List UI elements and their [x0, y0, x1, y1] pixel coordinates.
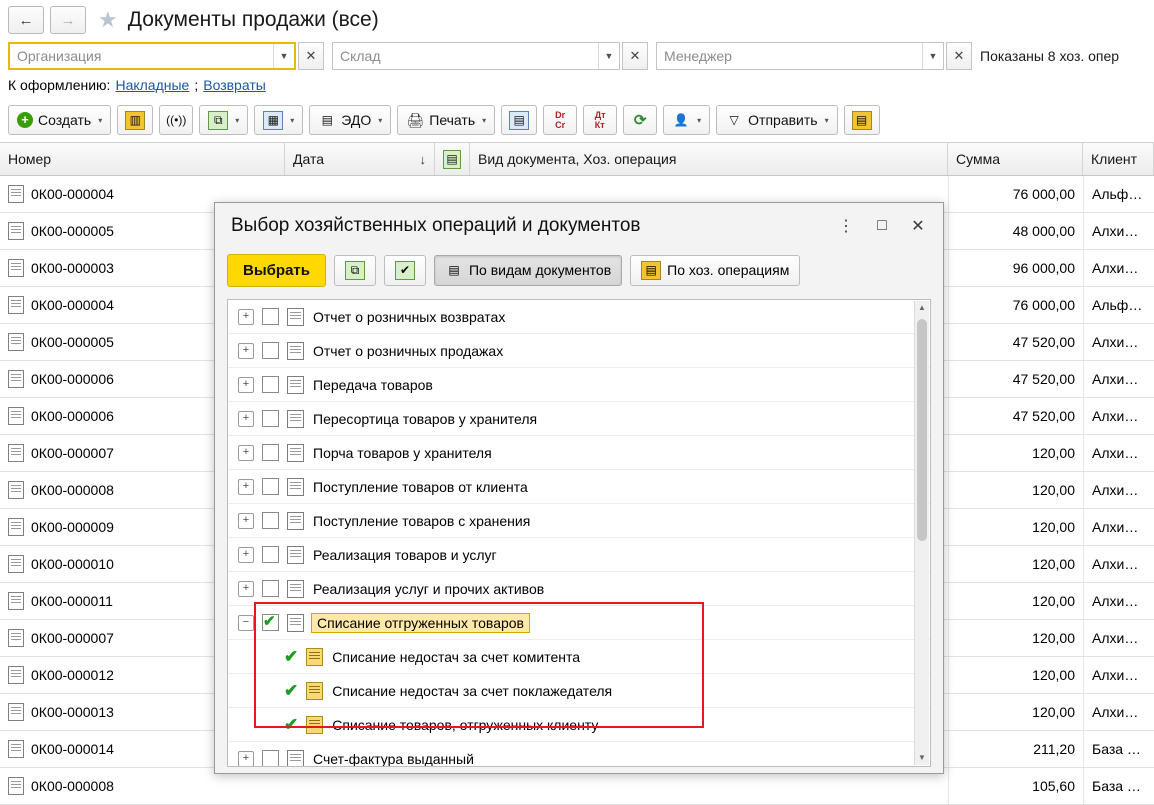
favorite-star-icon[interactable]: ★: [98, 7, 118, 32]
tab-by-document-types[interactable]: [434, 255, 622, 286]
cell-number-text: 0К00-000003: [31, 260, 114, 276]
cell-client: Алхи…: [1083, 361, 1154, 397]
title-bar: [0, 0, 1154, 40]
cell-number-text: 0К00-000013: [31, 704, 114, 720]
cell-client: Алхи…: [1083, 472, 1154, 508]
document-type-icon: [287, 376, 304, 394]
note-button[interactable]: [844, 105, 880, 135]
documents-table-header: [0, 143, 1154, 176]
check-all-icon: ✔: [395, 261, 415, 280]
list-scrollbar[interactable]: [914, 301, 929, 765]
item-checkbox[interactable]: [262, 614, 279, 631]
document-icon: [8, 555, 24, 573]
list-item-label: Списание отгруженных товаров: [311, 613, 530, 633]
list-item[interactable]: [228, 470, 930, 504]
list-item-label: Списание товаров, отгруженных клиенту: [332, 716, 599, 733]
edo-icon: ▤: [321, 113, 333, 127]
dtkt-icon: Дт Кт: [594, 110, 606, 130]
to-process-label: К оформлению:: [8, 77, 111, 93]
cell-sum: 76 000,00: [948, 287, 1083, 323]
cell-number-text: 0К00-000007: [31, 445, 114, 461]
list-item-label: Порча товаров у хранителя: [313, 444, 492, 461]
list-item-label: Списание недостач за счет комитента: [332, 648, 581, 665]
manager-clear-button[interactable]: ✕: [946, 42, 972, 70]
filter-bar: [0, 40, 1154, 72]
document-icon: [8, 333, 24, 351]
user-button[interactable]: [663, 105, 710, 135]
document-icon: [8, 592, 24, 610]
chevron-down-icon[interactable]: ▾: [235, 115, 240, 125]
expander-icon[interactable]: +: [238, 411, 254, 427]
cell-sum: 96 000,00: [948, 250, 1083, 286]
collapse-all-button[interactable]: [334, 255, 376, 286]
report-button[interactable]: [254, 105, 303, 135]
list-item[interactable]: [228, 674, 930, 708]
send-button[interactable]: [716, 105, 837, 135]
drcr-button[interactable]: [543, 105, 577, 135]
document-icon: [8, 629, 24, 647]
cell-number-text: 0К00-000014: [31, 741, 114, 757]
warehouse-dropdown-icon[interactable]: ▼: [598, 43, 619, 69]
expander-icon[interactable]: +: [238, 751, 254, 767]
register-icon: ▤: [509, 111, 529, 130]
dialog-title: Выбор хозяйственных операций и документов: [231, 215, 641, 236]
item-check-icon[interactable]: ✔: [284, 646, 299, 666]
cell-sum: 47 520,00: [948, 361, 1083, 397]
cell-client: Алхи…: [1083, 657, 1154, 693]
create-label: Создать: [38, 112, 92, 128]
document-icon: [8, 518, 24, 536]
document-type-icon: [287, 478, 304, 496]
item-checkbox[interactable]: [262, 376, 279, 393]
chevron-down-icon[interactable]: ▾: [824, 115, 829, 125]
column-header-sum[interactable]: Сумма: [948, 143, 1083, 175]
register-button[interactable]: [501, 105, 537, 135]
document-icon: [8, 777, 24, 795]
cell-number-text: 0К00-000005: [31, 223, 114, 239]
list-item-label: Списание недостач за счет поклажедателя: [332, 682, 613, 699]
check-all-button[interactable]: [384, 255, 426, 286]
item-checkbox[interactable]: [262, 750, 279, 767]
item-checkbox[interactable]: [262, 410, 279, 427]
list-item[interactable]: [228, 436, 930, 470]
link-nakladnye[interactable]: Накладные: [115, 77, 190, 93]
organization-value: Организация: [17, 48, 102, 64]
cell-client: Альф…: [1083, 287, 1154, 323]
list-item-label: Счет-фактура выданный: [313, 750, 474, 767]
cell-number-text: 0К00-000008: [31, 482, 114, 498]
more-menu-icon[interactable]: ⋮: [838, 218, 854, 235]
list-item-label: Реализация товаров и услуг: [313, 546, 497, 563]
note-icon: ▤: [852, 111, 872, 130]
column-header-date[interactable]: [285, 143, 435, 175]
operations-list[interactable]: [227, 299, 931, 767]
cell-client: Алхи…: [1083, 250, 1154, 286]
item-checkbox[interactable]: [262, 308, 279, 325]
plus-icon: +: [17, 112, 33, 128]
user-icon: 👤: [673, 113, 689, 127]
list-item-label: Отчет о розничных продажах: [313, 342, 504, 359]
refresh-button[interactable]: [623, 105, 657, 135]
cell-sum: 120,00: [948, 620, 1083, 656]
expander-icon[interactable]: +: [238, 547, 254, 563]
close-icon[interactable]: ✕: [911, 218, 925, 235]
operation-icon: [306, 648, 323, 666]
document-icon: [8, 481, 24, 499]
expander-icon[interactable]: +: [238, 343, 254, 359]
cell-sum: 120,00: [948, 694, 1083, 730]
barcode-button[interactable]: [117, 105, 153, 135]
cell-number-text: 0К00-000010: [31, 556, 114, 572]
cell-number-text: 0К00-000004: [31, 186, 114, 202]
forward-icon: →: [60, 11, 76, 29]
document-icon: [8, 370, 24, 388]
cell-client: Алхи…: [1083, 435, 1154, 471]
list-item[interactable]: [228, 402, 930, 436]
document-type-icon: [287, 580, 304, 598]
document-types-icon: ▤: [448, 263, 460, 277]
document-type-icon: [287, 750, 304, 768]
organization-field[interactable]: [8, 42, 296, 70]
copy-icon: ⧉: [208, 111, 228, 130]
scroll-down-icon[interactable]: ▼: [918, 753, 926, 762]
column-header-doc-type[interactable]: Вид документа, Хоз. операция: [470, 143, 948, 175]
page-title: Документы продажи (все): [127, 8, 379, 31]
item-checkbox[interactable]: [262, 444, 279, 461]
back-button[interactable]: [8, 6, 44, 34]
item-check-icon[interactable]: ✔: [284, 714, 299, 734]
document-icon: [8, 407, 24, 425]
cell-sum: 120,00: [948, 472, 1083, 508]
document-icon: [8, 703, 24, 721]
expander-icon[interactable]: +: [238, 581, 254, 597]
warehouse-field[interactable]: [332, 42, 620, 70]
printer-icon: 🖨: [406, 111, 425, 128]
warehouse-value: Склад: [340, 48, 381, 64]
manager-field[interactable]: [656, 42, 944, 70]
main-toolbar: [0, 98, 1154, 143]
tab-by-operations[interactable]: [630, 255, 800, 286]
document-type-icon: [287, 614, 304, 632]
edo-label: ЭДО: [341, 112, 372, 128]
cell-number-text: 0К00-000011: [31, 593, 113, 609]
chevron-down-icon[interactable]: ▾: [290, 115, 295, 125]
expander-icon[interactable]: +: [238, 513, 254, 529]
tab-by-document-types-label: По видам документов: [468, 262, 612, 278]
cell-client: Алхи…: [1083, 213, 1154, 249]
send-label: Отправить: [748, 112, 818, 128]
chevron-down-icon[interactable]: ▾: [98, 115, 103, 125]
list-item[interactable]: [228, 368, 930, 402]
document-type-icon: [287, 342, 304, 360]
expander-icon[interactable]: +: [238, 309, 254, 325]
operation-icon: [306, 682, 323, 700]
cell-number-text: 0К00-000007: [31, 630, 114, 646]
to-process-links: [0, 72, 1154, 98]
item-checkbox[interactable]: [262, 512, 279, 529]
chevron-down-icon[interactable]: ▾: [482, 115, 487, 125]
cell-number-text: 0К00-000004: [31, 297, 114, 313]
list-item-label: Поступление товаров с хранения: [313, 512, 531, 529]
cell-client: Алхи…: [1083, 546, 1154, 582]
cell-client: Алхи…: [1083, 324, 1154, 360]
chevron-down-icon[interactable]: ▾: [378, 115, 383, 125]
expander-icon[interactable]: −: [238, 615, 254, 631]
list-item[interactable]: [228, 742, 930, 767]
list-item-label: Отчет о розничных возвратах: [313, 308, 506, 325]
document-type-icon: [287, 308, 304, 326]
document-icon: [8, 666, 24, 684]
dtkt-button[interactable]: [583, 105, 617, 135]
list-item[interactable]: [228, 606, 930, 640]
print-label: Печать: [429, 112, 476, 128]
manager-dropdown-icon[interactable]: ▼: [922, 43, 943, 69]
cell-sum: 47 520,00: [948, 398, 1083, 434]
item-checkbox[interactable]: [262, 580, 279, 597]
operation-selection-dialog: [214, 202, 944, 774]
tab-by-operations-label: По хоз. операциям: [667, 262, 790, 278]
select-button[interactable]: Выбрать: [227, 254, 326, 287]
list-item[interactable]: [228, 572, 930, 606]
cell-number-text: 0К00-000006: [31, 371, 114, 387]
cell-sum: 47 520,00: [948, 324, 1083, 360]
list-item[interactable]: [228, 300, 930, 334]
operations-icon: ▤: [641, 261, 661, 280]
dialog-toolbar: [215, 249, 943, 291]
edo-button[interactable]: [309, 105, 391, 135]
document-icon: [8, 444, 24, 462]
column-header-number[interactable]: Номер: [0, 143, 285, 175]
create-button[interactable]: [8, 105, 111, 135]
scroll-up-icon[interactable]: ▲: [918, 303, 926, 312]
shown-operations-label: Показаны 8 хоз. опер: [980, 48, 1120, 64]
list-item[interactable]: [228, 640, 930, 674]
link-vozvraty[interactable]: Возвраты: [203, 77, 266, 93]
column-header-date-label: Дата: [293, 151, 325, 167]
expander-icon[interactable]: +: [238, 479, 254, 495]
manager-value: Менеджер: [664, 48, 732, 64]
document-type-icon: [287, 546, 304, 564]
cell-number-text: 0К00-000005: [31, 334, 114, 350]
document-type-icon: [287, 410, 304, 428]
cell-sum: 120,00: [948, 583, 1083, 619]
collapse-icon: ⧉: [345, 261, 365, 280]
forward-button[interactable]: [50, 6, 86, 34]
list-item-label: Реализация услуг и прочих активов: [313, 580, 545, 597]
cell-client: Алхи…: [1083, 583, 1154, 619]
expander-icon[interactable]: +: [238, 377, 254, 393]
chevron-down-icon[interactable]: ▾: [697, 115, 702, 125]
cell-client: База …: [1083, 731, 1154, 767]
item-check-icon[interactable]: ✔: [284, 680, 299, 700]
drcr-icon: Dr Cr: [555, 110, 566, 130]
cell-client: Алхи…: [1083, 620, 1154, 656]
links-separator: ;: [194, 77, 199, 93]
document-icon: [8, 222, 24, 240]
cell-number-text: 0К00-000006: [31, 408, 114, 424]
organization-clear-button[interactable]: ✕: [298, 42, 324, 70]
column-header-icon: [435, 143, 470, 175]
item-checkbox[interactable]: [262, 546, 279, 563]
cell-sum: 120,00: [948, 509, 1083, 545]
cell-sum: 120,00: [948, 435, 1083, 471]
refresh-icon: ⟳: [633, 112, 647, 129]
cell-number-text: 0К00-000012: [31, 667, 114, 683]
cell-client: Алхи…: [1083, 398, 1154, 434]
list-item[interactable]: [228, 504, 930, 538]
cell-sum: 120,00: [948, 546, 1083, 582]
list-item-label: Передача товаров: [313, 376, 433, 393]
document-icon: [8, 259, 24, 277]
cell-sum: 120,00: [948, 657, 1083, 693]
warehouse-clear-button[interactable]: ✕: [622, 42, 648, 70]
item-checkbox[interactable]: [262, 342, 279, 359]
document-type-icon: [287, 512, 304, 530]
expander-icon[interactable]: +: [238, 445, 254, 461]
operation-icon: [306, 716, 323, 734]
document-type-icon: [287, 444, 304, 462]
report-icon: ▦: [263, 111, 283, 130]
cell-sum: 105,60: [948, 768, 1083, 804]
cell-sum: 76 000,00: [948, 176, 1083, 212]
send-icon: ▽: [729, 113, 739, 127]
cell-client: Алхи…: [1083, 694, 1154, 730]
barcode-icon: ▥: [125, 111, 145, 130]
document-icon: [8, 185, 24, 203]
cell-number-text: 0К00-000008: [31, 778, 114, 794]
dialog-window-controls: [835, 215, 933, 237]
cell-client: База …: [1083, 768, 1154, 804]
cell-client: Алхи…: [1083, 509, 1154, 545]
cell-client: Альф…: [1083, 176, 1154, 212]
cell-sum: 48 000,00: [948, 213, 1083, 249]
document-status-icon: ▤: [443, 150, 461, 169]
document-icon: [8, 296, 24, 314]
cell-sum: 211,20: [948, 731, 1083, 767]
back-icon: ←: [18, 11, 34, 29]
copy-button[interactable]: [199, 105, 248, 135]
organization-dropdown-icon[interactable]: ▼: [273, 44, 294, 68]
rfid-icon: ((•)): [166, 113, 187, 127]
list-item-label: Поступление товаров от клиента: [313, 478, 528, 495]
list-item[interactable]: [228, 708, 930, 742]
dialog-header: [215, 203, 943, 249]
cell-number-text: 0К00-000009: [31, 519, 114, 535]
document-icon: [8, 740, 24, 758]
scrollbar-thumb[interactable]: [917, 319, 927, 541]
rfid-button[interactable]: [159, 105, 193, 135]
item-checkbox[interactable]: [262, 478, 279, 495]
list-item[interactable]: [228, 334, 930, 368]
list-item-label: Пересортица товаров у хранителя: [313, 410, 538, 427]
list-item[interactable]: [228, 538, 930, 572]
sort-descending-icon[interactable]: ↓: [419, 151, 426, 167]
maximize-icon[interactable]: □: [877, 217, 887, 234]
print-button[interactable]: [397, 105, 495, 135]
column-header-client[interactable]: Клиент: [1083, 143, 1154, 175]
